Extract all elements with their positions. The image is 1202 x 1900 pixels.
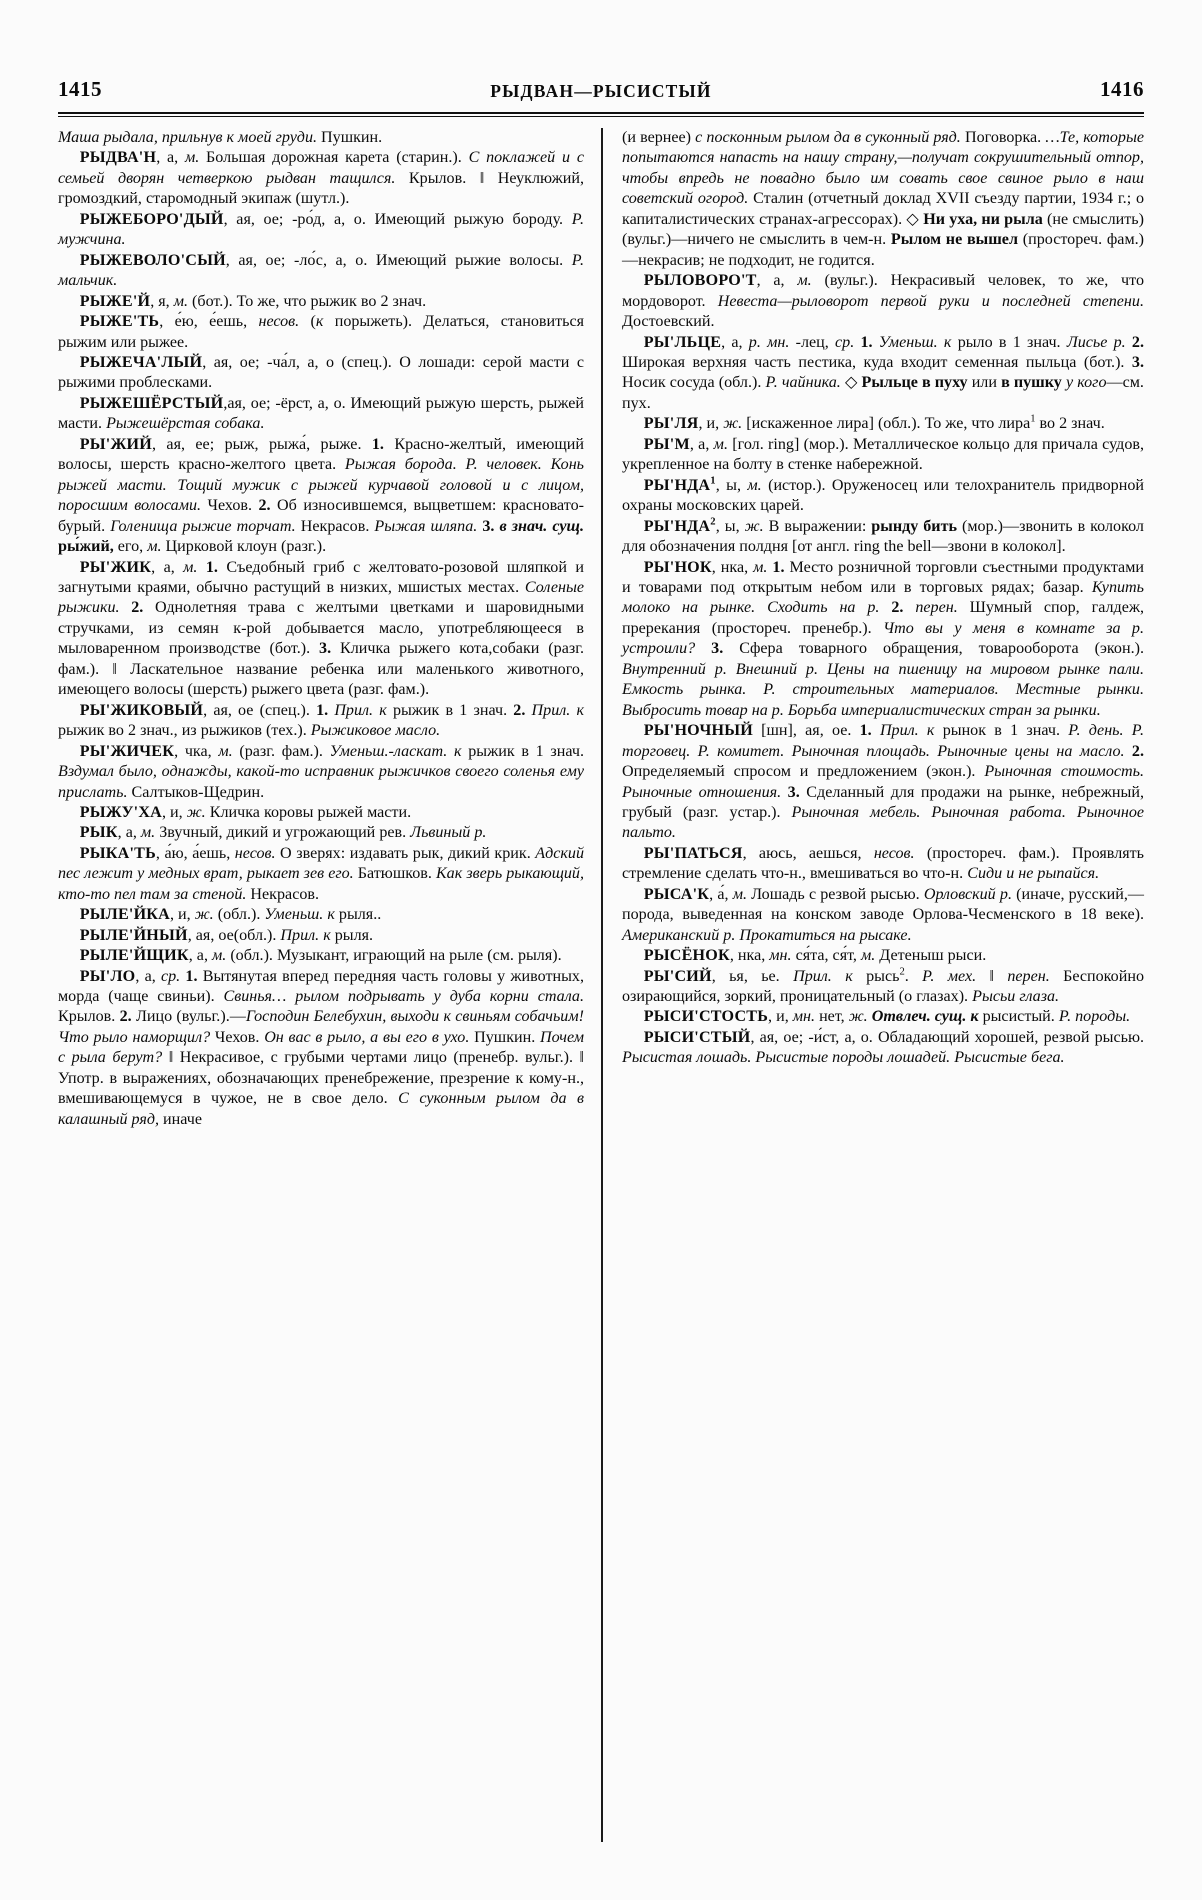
continuation-rydat: Маша рыдала, прильнув к моей груди. Пушкин.	[58, 129, 383, 146]
column-left	[58, 128, 601, 1842]
entry-rysistost: РЫСИ'СТОСТЬ, и, мн. нет, ж. Отвлеч. сущ. к рысистый. Р. породы.	[643, 1008, 1131, 1026]
entry-ryzheborodyj: РЫЖЕБОРО'ДЫЙ, ая, ое; -ро́д, а, о. Имеющий рыжую бороду. Р. мужчина.	[58, 210, 584, 249]
entry-ryzhesherstyj: РЫЖЕШЁРСТЫЙ,ая, ое; -ёрст, а, о. Имеющий рыжую шерсть, рыжей масти. Рыжешёрстая собака.	[58, 394, 584, 433]
entry-rysij: РЫ'СИЙ, ья, ье. Прил. к рысь$^2$. Р. мех. ‖ перен. Беспокойно озирающийся, зоркий, проницательный (о глазах). Рысьи глаза.	[622, 966, 1144, 1006]
entry-ryzhikovyj: РЫ'ЖИКОВЫЙ, ая, ое (спец.). 1. Прил. к рыжик в 1 знач. 2. Прил. к рыжик во 2 знач., из рыжиков (тех.). Рыжиковое масло.	[58, 701, 584, 740]
entry-rynda-1: РЫ'НДА$^1$, ы, м. (истор.). Оруженосец или телохранитель придворной охраны московских царей.	[622, 475, 1144, 515]
header-rule	[58, 112, 1144, 117]
entry-rysenok: РЫСЁНОК, нка, мн. ся́та, ся́т, м. Детеныш рыси.	[643, 947, 987, 965]
entry-ryzhet: РЫЖЕ'ТЬ, е́ю, е́ешь, несов. (к порыжеть). Делаться, становиться рыжим или рыжее.	[58, 313, 585, 351]
entry-rynda-2: РЫ'НДА$^2$, ы, ж. В выражении: рынду бить (мор.)—звонить в колокол для обозначения полдня [от англ. ring the bell—звони в колокол].	[622, 516, 1144, 556]
entry-rylya: РЫ'ЛЯ, и, ж. [искаженное лира] (обл.). То же, что лира$^1$ во 2 знач.	[643, 413, 1105, 433]
entry-rylce: РЫ'ЛЬЦЕ, а, р. мн. -лец, ср. 1. Уменьш. к рыло в 1 знач. Лисье р. 2. Широкая верхняя часть пестика, куда входит семенная пыльца (бот.). 3. Носик сосуда (обл.). Р. чайника. ◇ Рыльце в пуху или в пушку у кого—см. пух.	[622, 333, 1144, 412]
folio-right: 1416	[1100, 77, 1144, 101]
text-body	[58, 128, 1144, 1842]
entry-rylejshchik: РЫЛЕ'ЙЩИК, а, м. (обл.). Музыкант, играющий на рыле (см. рыля).	[79, 947, 562, 965]
column-right	[601, 128, 1144, 1842]
entry-ryzhik: РЫ'ЖИК, а, м. 1. Съедобный гриб с желтовато-розовой шляпкой и загнутыми краями, обычно растущий в низких, мшистых местах. Соленые рыжики. 2. Однолетняя трава с желтыми цветками и шаровидными стручками, из семян к-рой добывается масло, употребляющееся в мыловаренном производстве (бот.). 3. Кличка рыжего кота,собаки (разг. фам.). ‖ Ласкательное название ребенка или маленького животного, имеющего волосы (шерсть) рыжего цвета (разг. фам.).	[58, 558, 585, 699]
entry-rykat: РЫКА'ТЬ, а́ю, а́ешь, несов. О зверях: издавать рык, дикий крик. Адский пес лежит у медных врат, рыкает зев его. Батюшков. Как зверь рыкающий, кто-то пел там за стеной. Некрасов.	[58, 844, 585, 903]
continuation-rylo: (и вернее) с посконным рылом да в суконный ряд. Поговорка. …Те, которые попытаются напасть на нашу страну,—получат сокрушительный отпор, чтобы впредь не повадно было им совать свое свиное рыло в наш советский огород. Сталин (отчетный доклад XVII съезду партии, 1934 г.; о капиталистических странах-агрессорах). ◇ Ни уха, ни рыла (не смыслить) (вульг.)—ничего не смыслить в чем-н. Рылом не вышел (простореч. фам.)—некрасив; не подходит, не годится.	[622, 129, 1145, 269]
entry-rynochnyj: РЫ'НОЧНЫЙ [шн], ая, ое. 1. Прил. к рынок в 1 знач. Р. день. Р. торговец. Р. комитет. Рыночная площадь. Рыночные цены на масло. 2. Определяемый спросом и предложением (экон.). Рыночная стоимость. Рыночные отношения. 3. Сделанный для продажи на рынке, небрежный, грубый (разг. устар.). Рыночная мебель. Рыночная работа. Рыночное пальто.	[622, 722, 1145, 842]
entry-ryzhuha: РЫЖУ'ХА, и, ж. Кличка коровы рыжей масти.	[79, 803, 412, 821]
entry-ryk: РЫК, а, м. Звучный, дикий и угрожающий рев. Львиный р.	[79, 824, 487, 842]
entry-rym: РЫ'М, а, м. [гол. ring] (мор.). Металлическое кольцо для причала судов, укрепленное на болту в стенке набережной.	[622, 435, 1144, 474]
entry-rylejka: РЫЛЕ'ЙКА, и, ж. (обл.). Уменьш. к рыля..	[79, 906, 382, 924]
entry-rynok: РЫ'НОК, нка, м. 1. Место розничной торговли съестными продуктами и товарами под открытым небом или в торговых рядах; базар. Купить молоко на рынке. Сходить на р. 2. перен. Шумный спор, галдеж, пререкания (простореч. пренебр.). Что вы у меня в комнате за р. устроили? 3. Сфера товарного обращения, товарооборота (экон.). Внутренний р. Внешний р. Цены на пшеницу на мировом рынке пали. Емкость рынка. Р. строительных материалов. Местные рынки. Выбросить товар на р. Борьба империалистических стран за рынки.	[622, 558, 1144, 719]
entry-rysistyj: РЫСИ'СТЫЙ, ая, ое; -и́ст, а, о. Обладающий хорошей, резвой рысью. Рысистая лошадь. Рысистые породы лошадей. Рысистые бега.	[622, 1028, 1144, 1067]
entry-rylo: РЫ'ЛО, а, ср. 1. Вытянутая вперед передняя часть головы у животных, морда (чаще свиньи). Свинья… рылом подрывать у дуба корни стала. Крылов. 2. Лицо (вульг.).—Господин Белебухин, выходи к свиньям собачьим! Что рыло наморщил? Чехов. Он вас в рыло, а вы его в ухо. Пушкин. Почем с рыла берут? ‖ Некрасивое, с грубыми чертами лицо (пренебр. вульг.). ‖ Употр. в выражениях, обозначающих пренебрежение, презрение к кому-н., вмешивающемуся в чужое, не в свое дело. С суконным рылом да в калашный ряд, иначе	[58, 967, 584, 1128]
entry-ryzhij: РЫ'ЖИЙ, ая, ее; рыж, рыжа́, рыже. 1. Красно-желтый, имеющий волосы, шерсть красно-желтого цвета. Рыжая борода. Р. человек. Конь рыжей масти. Тощий мужик с рыжей курчавой головой и с лицом, поросшим волосами. Чехов. 2. Об износившемся, выцветшем: красновато-бурый. Голенища рыжие торчат. Некрасов. Рыжая шляпа. 3. в знач. сущ. ры́жий, его, м. Цирковой клоун (разг.).	[58, 435, 585, 556]
entry-rysak: РЫСА'К, а́, м. Лошадь с резвой рысью. Орловский р. (иначе, русский,—порода, выведенная на конском заводе Орлова-Чесменского в 18 веке). Американский р. Прокатиться на рысаке.	[622, 885, 1144, 944]
entry-rypatsya: РЫ'ПАТЬСЯ, аюсь, аешься, несов. (простореч. фам.). Проявлять стремление сделать что-н., вмешиваться во что-н. Сиди и не рыпайся.	[622, 844, 1145, 883]
entry-rydvan: РЫДВА'Н, а, м. Большая дорожная карета (старин.). С поклажей и с семьей дворян четверкою рыдван тащился. Крылов. ‖ Неуклюжий, громоздкий, старомодный экипаж (шутл.).	[58, 149, 585, 208]
running-head-title: РЫДВАН—РЫСИСТЫЙ	[490, 80, 712, 101]
entry-ryzhej: РЫЖЕ'Й, я, м. (бот.). То же, что рыжик во 2 знач.	[79, 292, 427, 310]
entry-rylejnyj: РЫЛЕ'ЙНЫЙ, ая, ое(обл.). Прил. к рыля.	[79, 926, 374, 944]
entry-ryzhechalyj: РЫЖЕЧА'ЛЫЙ, ая, ое; -ча́л, а, о (спец.). О лошади: серой масти с рыжими проблесками.	[58, 353, 584, 392]
entry-ryzhichek: РЫ'ЖИЧЕК, чка, м. (разг. фам.). Уменьш.-ласкат. к рыжик в 1 знач. Вздумал было, однажды, какой-то исправник рыжичков своего соленья ему прислать. Салтыков-Щедрин.	[58, 742, 584, 801]
entry-rylovorot: РЫЛОВОРО'Т, а, м. (вульг.). Некрасивый человек, то же, что мордоворот. Невеста—рыловорот первой руки и последней степени. Достоевский.	[622, 272, 1144, 331]
entry-ryzhevolosyj: РЫЖЕВОЛО'СЫЙ, ая, ое; -ло́с, а, о. Имеющий рыжие волосы. Р. мальчик.	[58, 251, 584, 290]
running-head	[58, 66, 1144, 100]
folio-left: 1415	[58, 77, 102, 101]
